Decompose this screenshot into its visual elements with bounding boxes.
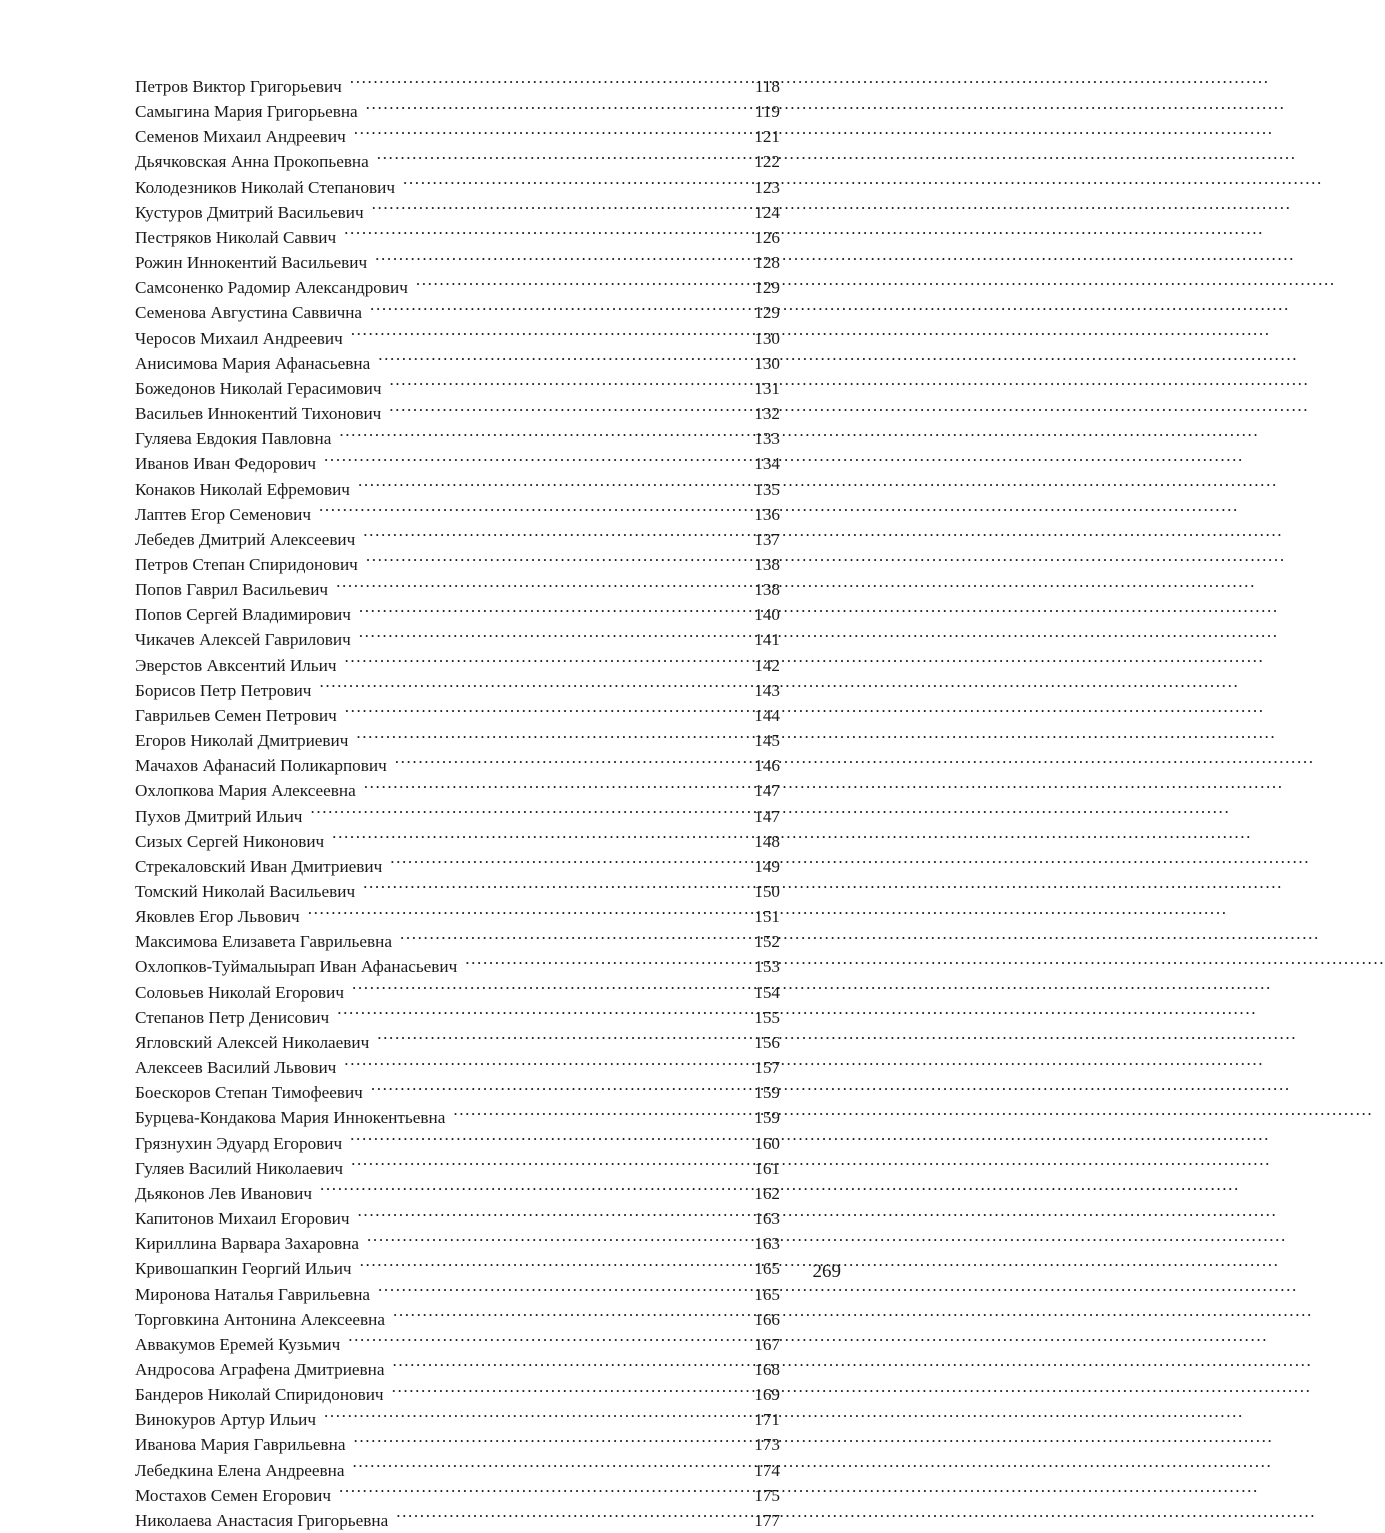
- toc-entry-page-number: 134: [754, 454, 780, 474]
- toc-dot-leader: [395, 754, 736, 771]
- toc-entry-page-number: 166: [754, 1309, 780, 1329]
- toc-entry-page-number: 160: [754, 1133, 780, 1153]
- toc-entry-page-number: 138: [754, 580, 780, 600]
- toc-dot-leader: [392, 1383, 736, 1400]
- toc-entry-page-number: 163: [754, 1209, 780, 1229]
- toc-entry-name: Егоров Николай Дмитриевич: [135, 731, 349, 751]
- toc-entry-page-number: 137: [754, 529, 780, 549]
- toc-entry-name: Конаков Николай Ефремович: [135, 479, 350, 499]
- toc-entry-name: Ягловский Алексей Николаевич: [135, 1032, 370, 1052]
- toc-entry-name: Мачахов Афанасий Поликарпович: [135, 756, 387, 776]
- toc-dot-leader: [344, 1056, 736, 1073]
- toc-entry-page-number: 129: [754, 303, 780, 323]
- toc-entry-page-number: 131: [754, 378, 780, 398]
- toc-dot-leader: [400, 930, 736, 947]
- toc-entry-page-number: 165: [754, 1259, 780, 1279]
- toc-entry-name: Божедонов Николай Герасимович: [135, 378, 382, 398]
- toc-dot-leader: [366, 553, 736, 570]
- toc-dot-leader: [356, 729, 736, 746]
- toc-dot-leader: [364, 779, 736, 796]
- toc-entry-name: Миронова Наталья Гаврильевна: [135, 1284, 371, 1304]
- toc-entry-page-number: 150: [754, 882, 780, 901]
- toc-entry-name: Капитонов Михаил Егорович: [135, 1209, 350, 1229]
- toc-dot-leader: [320, 1182, 736, 1199]
- toc-entry-page-number: 128: [754, 253, 780, 273]
- toc-dot-leader: [370, 301, 736, 318]
- toc-entry-name: Бандеров Николай Спиридонович: [135, 1385, 384, 1405]
- toc-entry[interactable]: [135, 1508, 780, 1533]
- toc-entry-page-number: 135: [754, 479, 780, 499]
- toc-dot-leader: [324, 1408, 736, 1425]
- toc-entry-page-number: 140: [754, 605, 780, 625]
- toc-entry-page-number: 130: [754, 328, 780, 348]
- toc-entry-name: Стрекаловский Иван Дмитриевич: [135, 856, 383, 876]
- toc-dot-leader: [344, 226, 736, 243]
- toc-entry-name: Боескоров Степан Тимофеевич: [135, 1083, 363, 1103]
- toc-dot-leader: [319, 502, 736, 519]
- toc-entry-name: Попов Гаврил Васильевич: [135, 580, 329, 600]
- toc-entry-name: Гаврильев Семен Петрович: [135, 705, 337, 725]
- toc-entry-name: Дьячковская Анна Прокопьевна: [135, 152, 369, 172]
- table-of-contents: [135, 74, 780, 1533]
- toc-entry-page-number: 159: [754, 1083, 780, 1103]
- toc-entry-name: Петров Степан Спиридонович: [135, 554, 358, 574]
- toc-entry-page-number: 171: [754, 1410, 780, 1430]
- toc-entry-name: Охлопков-Туймалыырап Иван Афанасьевич: [135, 957, 458, 977]
- toc-entry-page-number: 169: [754, 1385, 780, 1405]
- toc-entry-name: Чикачев Алексей Гаврилович: [135, 630, 351, 650]
- toc-entry-page-number: 162: [754, 1183, 780, 1203]
- toc-entry-name: Кириллина Варвара Захаровна: [135, 1234, 360, 1254]
- toc-entry-name: Анисимова Мария Афанасьевна: [135, 353, 371, 373]
- toc-dot-leader: [336, 578, 736, 595]
- toc-dot-leader: [392, 1358, 736, 1375]
- toc-entry-page-number: 149: [754, 856, 780, 876]
- toc-entry-name: Дьяконов Лев Иванович: [135, 1183, 313, 1203]
- toc-entry-page-number: 173: [754, 1435, 780, 1455]
- toc-dot-leader: [339, 1484, 736, 1501]
- toc-dot-leader: [337, 1006, 736, 1023]
- toc-entry-page-number: 167: [754, 1334, 780, 1354]
- toc-dot-leader: [363, 880, 736, 897]
- toc-entry-page-number: 165: [754, 1284, 780, 1304]
- toc-entry-name: Колодезников Николай Степанович: [135, 177, 396, 197]
- toc-dot-leader: [332, 830, 736, 847]
- toc-entry-name: Алексеев Василий Львович: [135, 1058, 337, 1078]
- toc-entry-name: Васильев Иннокентий Тихонович: [135, 404, 382, 424]
- toc-entry-page-number: 153: [754, 957, 780, 977]
- toc-dot-leader: [390, 855, 736, 872]
- toc-entry-page-number: 124: [754, 202, 780, 222]
- toc-entry-page-number: 147: [754, 806, 780, 826]
- toc-entry-page-number: 130: [754, 353, 780, 373]
- toc-entry-page-number: 157: [754, 1058, 780, 1078]
- toc-entry-page-number: 177: [754, 1510, 780, 1530]
- toc-entry-name: Винокуров Артур Ильич: [135, 1410, 316, 1430]
- toc-entry-name: Рожин Иннокентий Васильевич: [135, 253, 368, 273]
- toc-entry-page-number: 148: [754, 831, 780, 851]
- toc-entry-page-number: 122: [754, 152, 780, 172]
- toc-dot-leader: [403, 175, 736, 192]
- toc-entry-page-number: 141: [754, 630, 780, 650]
- toc-entry-page-number: 146: [754, 756, 780, 776]
- toc-entry-page-number: 142: [754, 655, 780, 675]
- toc-dot-leader: [308, 905, 736, 922]
- toc-dot-leader: [351, 1157, 736, 1174]
- toc-entry-name: Кривошапкин Георгий Ильич: [135, 1259, 352, 1279]
- toc-dot-leader: [366, 100, 736, 117]
- toc-entry-page-number: 143: [754, 680, 780, 700]
- toc-dot-leader: [363, 528, 736, 545]
- toc-dot-leader: [453, 1106, 736, 1123]
- toc-dot-leader: [375, 251, 736, 268]
- toc-entry-page-number: 147: [754, 781, 780, 801]
- toc-dot-leader: [358, 1207, 736, 1224]
- toc-entry-name: Торговкина Антонина Алексеевна: [135, 1309, 385, 1329]
- toc-entry-name: Лебедев Дмитрий Алексеевич: [135, 529, 356, 549]
- toc-entry-name: Эверстов Авксентий Ильич: [135, 655, 337, 675]
- toc-dot-leader: [319, 679, 736, 696]
- toc-entry-page-number: 154: [754, 982, 780, 1002]
- toc-entry-name: Аввакумов Еремей Кузьмич: [135, 1334, 341, 1354]
- toc-entry-page-number: 121: [754, 127, 780, 147]
- toc-entry-page-number: 123: [754, 177, 780, 197]
- toc-dot-leader: [360, 1257, 736, 1274]
- toc-entry-page-number: 119: [754, 102, 780, 122]
- toc-dot-leader: [350, 75, 736, 92]
- toc-entry-page-number: 156: [754, 1032, 780, 1052]
- toc-dot-leader: [367, 1232, 736, 1249]
- toc-dot-leader: [390, 377, 736, 394]
- toc-entry-page-number: 161: [754, 1158, 780, 1178]
- toc-entry-name: Самсоненко Радомир Александрович: [135, 278, 408, 298]
- toc-entry-page-number: 136: [754, 504, 780, 524]
- toc-entry-name: Пестряков Николай Саввич: [135, 227, 337, 247]
- toc-entry-page-number: 132: [754, 404, 780, 424]
- toc-entry-name: Гуляева Евдокия Павловна: [135, 429, 332, 449]
- toc-entry-name: Пухов Дмитрий Ильич: [135, 806, 303, 826]
- toc-entry-page-number: 155: [754, 1007, 780, 1027]
- toc-dot-leader: [378, 1282, 736, 1299]
- toc-entry-name: Бурцева-Кондакова Мария Иннокентьевна: [135, 1108, 446, 1128]
- toc-entry-name: Гуляев Василий Николаевич: [135, 1158, 344, 1178]
- toc-entry-name: Кустуров Дмитрий Васильевич: [135, 202, 364, 222]
- toc-entry-page-number: 118: [754, 77, 780, 96]
- toc-entry-name: Борисов Петр Петрович: [135, 680, 312, 700]
- toc-entry-page-number: 168: [754, 1359, 780, 1379]
- toc-dot-leader: [353, 1433, 736, 1450]
- toc-entry-name: Яковлев Егор Львович: [135, 907, 300, 927]
- toc-dot-leader: [324, 452, 736, 469]
- toc-entry-page-number: 159: [754, 1108, 780, 1128]
- toc-dot-leader: [371, 1081, 736, 1098]
- toc-dot-leader: [416, 276, 736, 293]
- toc-dot-leader: [359, 628, 736, 645]
- toc-entry-name: Сизых Сергей Никонович: [135, 831, 325, 851]
- toc-entry-name: Лебедкина Елена Андреевна: [135, 1460, 345, 1480]
- toc-entry-name: Семенов Михаил Андреевич: [135, 127, 346, 147]
- page-folio-number: 269: [812, 1261, 841, 1282]
- toc-dot-leader: [393, 1307, 736, 1324]
- toc-dot-leader: [351, 326, 736, 343]
- toc-entry-name: Иванов Иван Федорович: [135, 454, 317, 474]
- toc-entry-page-number: 129: [754, 278, 780, 298]
- toc-entry-page-number: 151: [754, 907, 780, 927]
- toc-entry-name: Мостахов Семен Егорович: [135, 1485, 331, 1505]
- toc-dot-leader: [345, 704, 736, 721]
- toc-entry-name: Семенова Августина Саввична: [135, 303, 363, 323]
- toc-entry-name: Николаева Анастасия Григорьевна: [135, 1510, 389, 1530]
- toc-entry-page-number: 152: [754, 932, 780, 952]
- toc-dot-leader: [359, 603, 736, 620]
- toc-entry-page-number: 175: [754, 1485, 780, 1505]
- toc-entry-name: Томский Николай Васильевич: [135, 882, 356, 901]
- toc-entry-page-number: 144: [754, 705, 780, 725]
- toc-entry-page-number: 174: [754, 1460, 780, 1480]
- toc-entry-name: Самыгина Мария Григорьевна: [135, 102, 358, 122]
- toc-dot-leader: [465, 955, 736, 972]
- toc-dot-leader: [339, 427, 736, 444]
- toc-dot-leader: [372, 201, 736, 218]
- toc-dot-leader: [310, 804, 736, 821]
- toc-entry-name: Андросова Аграфена Дмитриевна: [135, 1359, 385, 1379]
- toc-entry-name: Попов Сергей Владимирович: [135, 605, 351, 625]
- toc-dot-leader: [354, 125, 736, 142]
- toc-dot-leader: [378, 352, 736, 369]
- toc-dot-leader: [352, 980, 736, 997]
- toc-entry-page-number: 138: [754, 554, 780, 574]
- toc-entry-name: Петров Виктор Григорьевич: [135, 77, 342, 96]
- toc-entry-name: Охлопкова Мария Алексеевна: [135, 781, 356, 801]
- toc-dot-leader: [396, 1509, 736, 1526]
- toc-entry-page-number: 163: [754, 1234, 780, 1254]
- toc-entry-name: Степанов Петр Денисович: [135, 1007, 330, 1027]
- toc-entry-name: Лаптев Егор Семенович: [135, 504, 311, 524]
- toc-dot-leader: [352, 1458, 736, 1475]
- toc-entry-page-number: 133: [754, 429, 780, 449]
- toc-dot-leader: [389, 402, 736, 419]
- toc-entry-name: Черосов Михаил Андреевич: [135, 328, 343, 348]
- toc-dot-leader: [358, 477, 736, 494]
- toc-entry-name: Грязнухин Эдуард Егорович: [135, 1133, 343, 1153]
- toc-entry-name: Иванова Мария Гаврильевна: [135, 1435, 346, 1455]
- toc-entry-name: Максимова Елизавета Гаврильевна: [135, 932, 392, 952]
- toc-dot-leader: [350, 1131, 736, 1148]
- toc-dot-leader: [377, 1031, 736, 1048]
- toc-entry-name: Соловьев Николай Егорович: [135, 982, 345, 1002]
- toc-dot-leader: [348, 1333, 736, 1350]
- toc-entry-page-number: 145: [754, 731, 780, 751]
- toc-entry-page-number: 126: [754, 227, 780, 247]
- toc-dot-leader: [345, 653, 737, 670]
- toc-dot-leader: [377, 150, 736, 167]
